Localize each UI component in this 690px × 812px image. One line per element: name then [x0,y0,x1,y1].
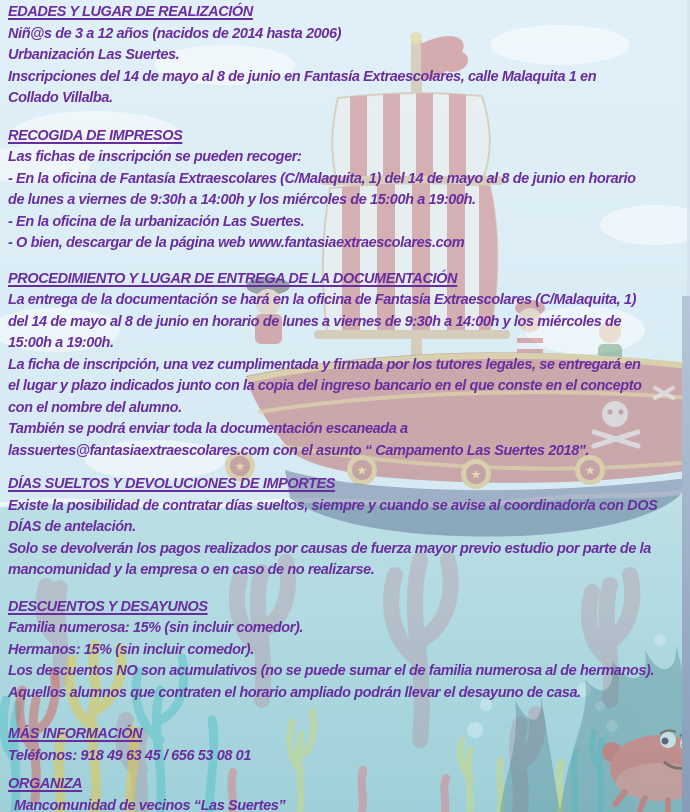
text-line: el lugar y plazo indicados junto con la copia del ingreso bancario en el que conste en el concepto [8,378,642,394]
text-line: - En la oficina de la urbanización Las Suertes. [8,213,305,230]
text-line: Niñ@s de 3 a 12 años (nacidos de 2014 hasta 2006) [8,25,342,42]
section-heading-mas-informacion: MÁS INFORMACIÓN [8,726,143,742]
text-line: con el nombre del alumno. [8,399,182,416]
text-line: Los descuentos NO son acumulativos (no se puede sumar el de familia numerosa al de hermanos). [8,663,655,679]
text-line: - O bien, descargar de la página web www.fantasiaextraescolares.com [8,235,465,251]
text-line: Solo se devolverán los pagos realizados por causas de fuerza mayor previo estudio por parte de la [8,540,651,557]
text-line: de lunes a viernes de 9:30h a 14:00h y los miércoles de 15:00h a 19:00h. [8,192,476,208]
text-line: - En la oficina de Fantasía Extraescolares (C/Malaquita, 1) del 14 de mayo al 8 de junio en horario [8,170,636,187]
section-descuentos [8,597,688,705]
section-mas-informacion [8,724,688,767]
text-line: 15:00h a 19:00h. [8,335,114,351]
svg-text:★: ★ [356,463,368,478]
flyer-text [8,2,688,812]
section-recogida [8,126,688,255]
section-procedimiento [8,269,688,463]
text-line: mancomunidad y la empresa o en caso de no realizarse. [8,562,375,578]
text-line: del 14 de mayo al 8 de junio en horario de lunes a viernes de 9:30h a 14:00h y los miércoles de [8,313,622,330]
section-heading-organiza: ORGANIZA [8,776,83,792]
text-line: DÍAS de antelación. [8,519,136,535]
section-edades [8,2,688,110]
text-line: La ficha de inscripción, una vez cumplimentada y firmada por los tutores legales, se entregará en [8,356,641,373]
section-dias-sueltos [8,474,688,582]
text-line: Las fichas de inscripción se pueden recoger: [8,149,302,165]
text-line: Hermanos: 15% (sin incluir comedor). [8,641,254,658]
text-line: También se podrá enviar toda la documentación escaneada a [8,421,408,437]
section-heading-recogida: RECOGIDA DE IMPRESOS [8,127,183,144]
text-line: Collado Villalba. [8,90,113,106]
text-line: Existe la posibilidad de contratar días sueltos, siempre y cuando se avise al coordinador/a con DOS [8,497,658,514]
section-heading-dias-sueltos: DÍAS SUELTOS Y DEVOLUCIONES DE IMPORTES [8,476,336,492]
text-line: Urbanización Las Suertes. [8,47,180,63]
phone-numbers: Teléfonos: 918 49 63 45 / 656 53 08 01 [8,747,252,764]
svg-text:★: ★ [470,467,482,482]
text-line: Familia numerosa: 15% (sin incluir comedor). [8,620,304,636]
text-line: Inscripciones del 14 de mayo al 8 de junio en Fantasía Extraescolares, calle Malaquita 1 en [8,68,597,85]
text-line: lassuertes@fantasiaextraescolares.com con el asunto “ Campamento Las Suertes 2018". [8,442,589,459]
text-line: Aquellos alumnos que contraten el horario ampliado podrán llevar el desayuno de casa. [8,684,581,701]
section-heading-procedimiento: PROCEDIMIENTO Y LUGAR DE ENTREGA DE LA DOCUMENTACIÓN [8,270,458,287]
text-line: La entrega de la documentación se hará en la oficina de Fantasía Extraescolares (C/Malaquita, 1) [8,292,637,308]
svg-text:★: ★ [234,459,246,474]
section-organiza [8,774,688,812]
section-heading-edades: EDADES Y LUGAR DE REALIZACIÓN [8,4,253,20]
section-heading-descuentos: DESCUENTOS Y DESAYUNOS [8,598,208,615]
organizer-name: Mancomunidad de vecinos “Las Suertes” [14,797,286,812]
svg-text:★: ★ [584,463,596,478]
